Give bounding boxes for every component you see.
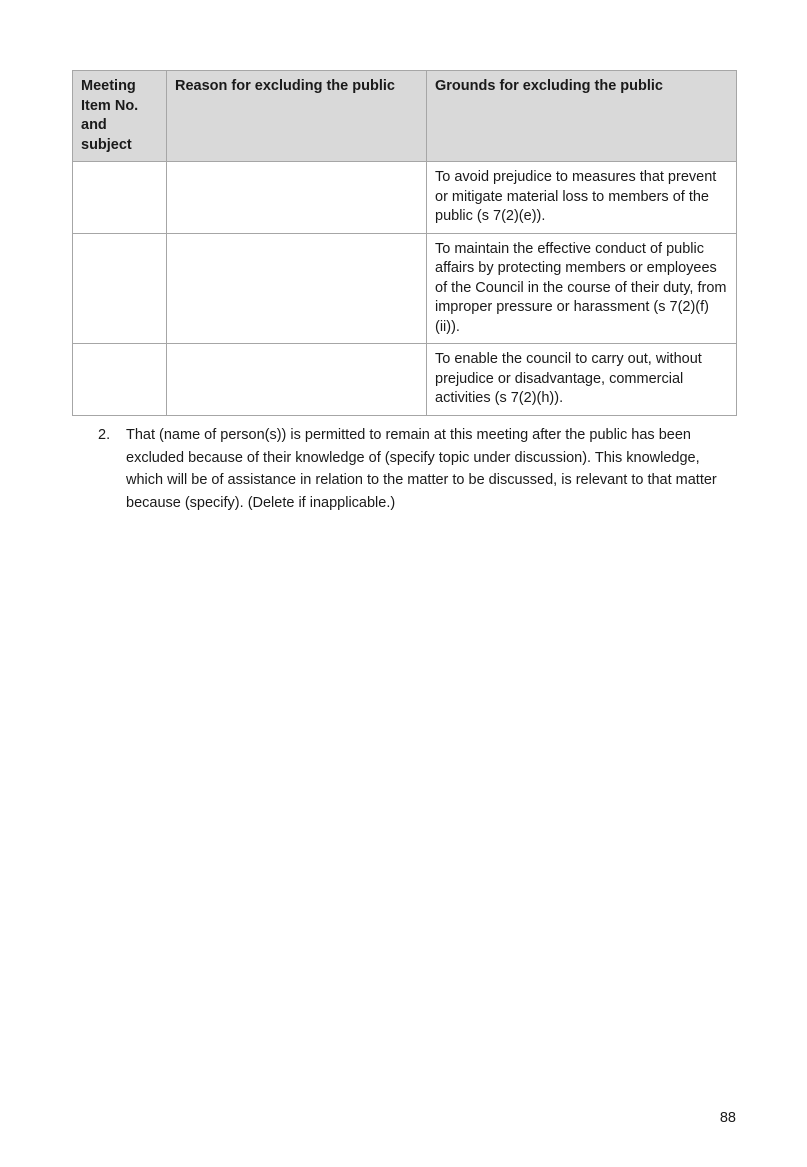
table-row bbox=[73, 344, 737, 416]
page-number: 88 bbox=[719, 1110, 736, 1126]
cell-meeting-item bbox=[73, 233, 167, 344]
exclusion-grounds-table bbox=[72, 70, 737, 416]
resolution-list-item bbox=[98, 424, 728, 514]
list-item-text: That (name of person(s)) is permitted to remain at this meeting after the public has been excluded because of their knowledge of (specify topic under discussion). This knowledge, which will be of assistance in relation to the matter to be discussed, is relevant to that matter because (specify). (Delete if inapplicable.) bbox=[126, 427, 717, 511]
cell-grounds: To enable the council to carry out, without prejudice or disadvantage, commercial activities (s 7(2)(h)). bbox=[427, 344, 737, 416]
header-reason: Reason for excluding the public bbox=[167, 71, 427, 162]
cell-reason bbox=[167, 162, 427, 234]
table-row bbox=[73, 162, 737, 234]
table-header-row bbox=[73, 71, 737, 162]
cell-reason bbox=[167, 233, 427, 344]
cell-meeting-item bbox=[73, 162, 167, 234]
table-row bbox=[73, 233, 737, 344]
header-grounds: Grounds for excluding the public bbox=[427, 71, 737, 162]
cell-reason bbox=[167, 344, 427, 416]
cell-grounds: To maintain the effective conduct of public affairs by protecting members or employees of the Council in the course of their duty, from improper pressure or harassment (s 7(2)(f)(ii)). bbox=[427, 233, 737, 344]
header-meeting-item: Meeting Item No. and subject bbox=[73, 71, 167, 162]
list-item-number: 2. bbox=[98, 427, 111, 443]
cell-grounds: To avoid prejudice to measures that prevent or mitigate material loss to members of the public (s 7(2)(e)). bbox=[427, 162, 737, 234]
cell-meeting-item bbox=[73, 344, 167, 416]
